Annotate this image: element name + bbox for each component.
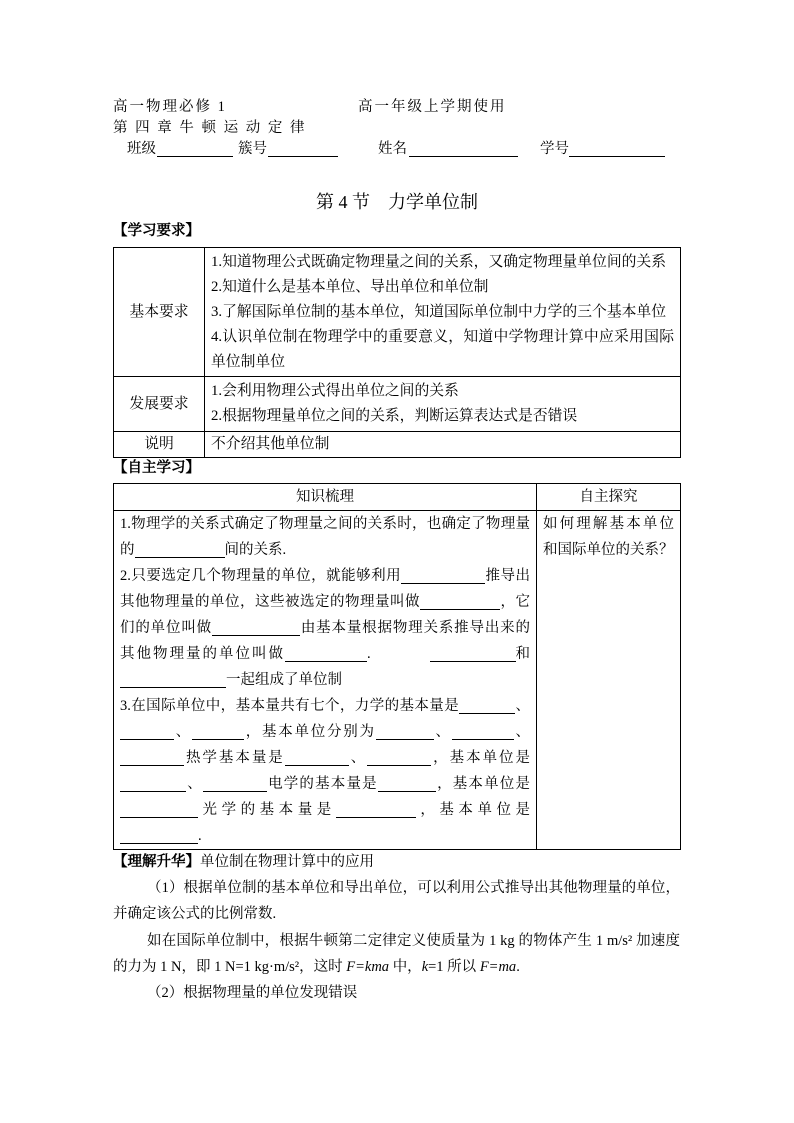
student-info-row — [0, 139, 794, 160]
requirement-item: 2.知道什么是基本单位、导出单位和单位制 — [211, 278, 489, 295]
self-study-header-row — [114, 484, 681, 511]
paragraph-text: 中， — [389, 958, 422, 975]
knowledge-text: 、 — [513, 724, 530, 740]
knowledge-line — [120, 667, 530, 693]
knowledge-text: . — [198, 828, 202, 844]
knowledge-text: 、 — [433, 724, 452, 740]
knowledge-text: 、 — [186, 776, 203, 792]
knowledge-text: 3.在国际单位中，基本量共有七个，力学的基本量是 — [120, 698, 460, 714]
fill-blank — [135, 543, 225, 558]
fill-blank — [120, 829, 198, 844]
formula-text: F=kma — [346, 958, 390, 975]
fill-blank — [376, 725, 434, 740]
class-label: 班级 — [127, 141, 156, 157]
paragraph-text: 如在国际单位制中，根据牛顿第二定律定义使质量为 1 kg 的物体产生 1 m/s² 加速度的力为 1 N，即 1 N=1 kg·m/s²，这时 — [113, 932, 680, 975]
knowledge-line — [120, 745, 530, 771]
note-row — [114, 432, 681, 458]
deepen-paragraph-3: （2）根据物理量的单位发现错误 — [147, 985, 358, 1002]
knowledge-line — [120, 589, 530, 615]
fill-blank — [378, 777, 436, 792]
requirement-item: 1.知道物理公式既确定物理量之间的关系，又确定物理量单位间的关系 — [211, 253, 667, 270]
formula-text: F=ma — [479, 958, 517, 975]
fill-blank — [459, 699, 515, 714]
deepen-heading: 【理解升华】 — [113, 854, 200, 870]
paragraph-text: =1 所以 — [428, 958, 480, 975]
knowledge-text: ，基本单位是 — [415, 802, 531, 818]
number-label: 学号 — [540, 141, 569, 157]
explore-question-line: 如何理解基本单位 — [543, 516, 674, 532]
fill-blank — [120, 751, 184, 766]
knowledge-line-right-group — [430, 641, 531, 667]
knowledge-line — [120, 511, 530, 537]
seat-label: 簇号 — [238, 141, 267, 157]
fill-blank — [120, 777, 186, 792]
requirement-item: 3.了解国际单位制的基本单位，知道国际单位制中力学的三个基本单位 — [211, 303, 667, 320]
knowledge-line-left-group — [120, 641, 371, 667]
basic-requirements-cell — [205, 248, 681, 377]
knowledge-text: 们的单位叫做 — [120, 620, 212, 636]
deepen-paragraph-1: （1）根据单位制的基本单位和导出单位，可以利用公式推导出其他物理量的单位，并确定该公式的比例常数. — [113, 880, 680, 923]
fill-blank — [120, 673, 226, 688]
knowledge-cell — [114, 511, 537, 850]
knowledge-text: 电学的基本量是 — [266, 776, 378, 792]
learning-requirements-table — [113, 247, 681, 458]
note-text: 不介绍其他单位制 — [205, 432, 681, 458]
knowledge-text: 的 — [120, 542, 135, 558]
knowledge-text: 1.物理学的关系式确定了物理量之间的关系时，也确定了物理量 — [120, 516, 530, 532]
knowledge-text: 推导出 — [485, 568, 531, 584]
knowledge-line — [120, 693, 530, 719]
formula-variable: k — [421, 958, 429, 975]
knowledge-text: 间的关系. — [224, 542, 287, 558]
fill-blank — [120, 803, 198, 818]
number-blank — [569, 142, 665, 157]
knowledge-text: 其他物理量的单位，这些被选定的物理量叫做 — [120, 594, 420, 610]
explore-cell — [537, 511, 681, 850]
deepen-topic: 单位制在物理计算中的应用 — [200, 854, 374, 870]
fill-blank — [401, 569, 485, 584]
requirement-item: 4.认识单位制在物理学中的重要意义，知道中学物理计算中应采用国际单位制单位 — [211, 328, 674, 370]
chapter-title: 第 四 章 牛 顿 运 动 定 律 — [113, 120, 307, 136]
course-name: 高一物理必修 1 — [113, 99, 227, 115]
explore-column-header: 自主探究 — [537, 484, 681, 511]
self-study-heading: 【自主学习】 — [113, 460, 200, 476]
development-requirements-cell — [205, 377, 681, 432]
usage-note: 高一年级上学期使用 — [358, 99, 507, 115]
fill-blank — [192, 725, 244, 740]
deepen-section — [113, 849, 680, 1006]
knowledge-text: 由基本量根据物理关系推导出来的 — [300, 620, 530, 636]
development-requirements-row — [114, 377, 681, 432]
fill-blank — [420, 595, 500, 610]
knowledge-text: 一起组成了单位制 — [226, 672, 342, 688]
knowledge-line — [120, 771, 530, 797]
self-study-body-row — [114, 511, 681, 850]
requirement-item: 2.根据物理量单位之间的关系，判断运算表达式是否错误 — [211, 408, 578, 424]
name-blank — [409, 142, 518, 157]
learning-requirements-heading: 【学习要求】 — [113, 223, 200, 239]
fill-blank — [285, 647, 367, 662]
knowledge-text: 、 — [348, 750, 368, 766]
knowledge-text: . — [367, 646, 371, 662]
knowledge-text: 和 — [515, 646, 530, 662]
knowledge-line — [120, 641, 530, 667]
knowledge-text: 光学的基本量是 — [198, 802, 336, 818]
knowledge-text: 、 — [515, 698, 531, 714]
knowledge-line — [120, 615, 530, 641]
requirement-item: 1.会利用物理公式得出单位之间的关系 — [211, 383, 459, 399]
knowledge-line — [120, 719, 530, 745]
basic-requirements-label: 基本要求 — [114, 248, 205, 377]
fill-blank — [336, 803, 416, 818]
name-label: 姓名 — [378, 141, 407, 157]
fill-blank — [120, 725, 174, 740]
knowledge-text: 热学基本量是 — [184, 750, 285, 766]
knowledge-text: 2.只要选定几个物理量的单位，就能够利用 — [120, 568, 402, 584]
fill-blank — [285, 751, 349, 766]
fill-blank — [367, 751, 431, 766]
knowledge-text: 、 — [174, 724, 192, 740]
section-title: 第 4 节 力学单位制 — [316, 192, 478, 212]
knowledge-text: ，它 — [500, 594, 530, 610]
note-label: 说明 — [114, 432, 205, 458]
knowledge-line — [120, 537, 530, 563]
fill-blank — [452, 725, 514, 740]
knowledge-line — [120, 823, 530, 849]
paragraph-text: . — [516, 958, 520, 975]
knowledge-text: ，基本单位是 — [435, 776, 530, 792]
self-study-table — [113, 483, 681, 850]
explore-question-line: 和国际单位的关系？ — [543, 542, 674, 558]
deepen-paragraph-2 — [113, 928, 680, 980]
seat-blank — [268, 142, 338, 157]
knowledge-line — [120, 797, 530, 823]
basic-requirements-row — [114, 248, 681, 377]
knowledge-text: ，基本单位分别为 — [244, 724, 376, 740]
deepen-heading-line — [113, 849, 680, 875]
knowledge-line — [120, 563, 530, 589]
knowledge-column-header: 知识梳理 — [114, 484, 537, 511]
development-requirements-label: 发展要求 — [114, 377, 205, 432]
class-blank — [157, 142, 233, 157]
fill-blank — [430, 647, 516, 662]
fill-blank — [203, 777, 267, 792]
knowledge-text: ，基本单位是 — [431, 750, 531, 766]
fill-blank — [212, 621, 300, 636]
knowledge-text: 其他物理量的单位叫做 — [120, 646, 285, 662]
